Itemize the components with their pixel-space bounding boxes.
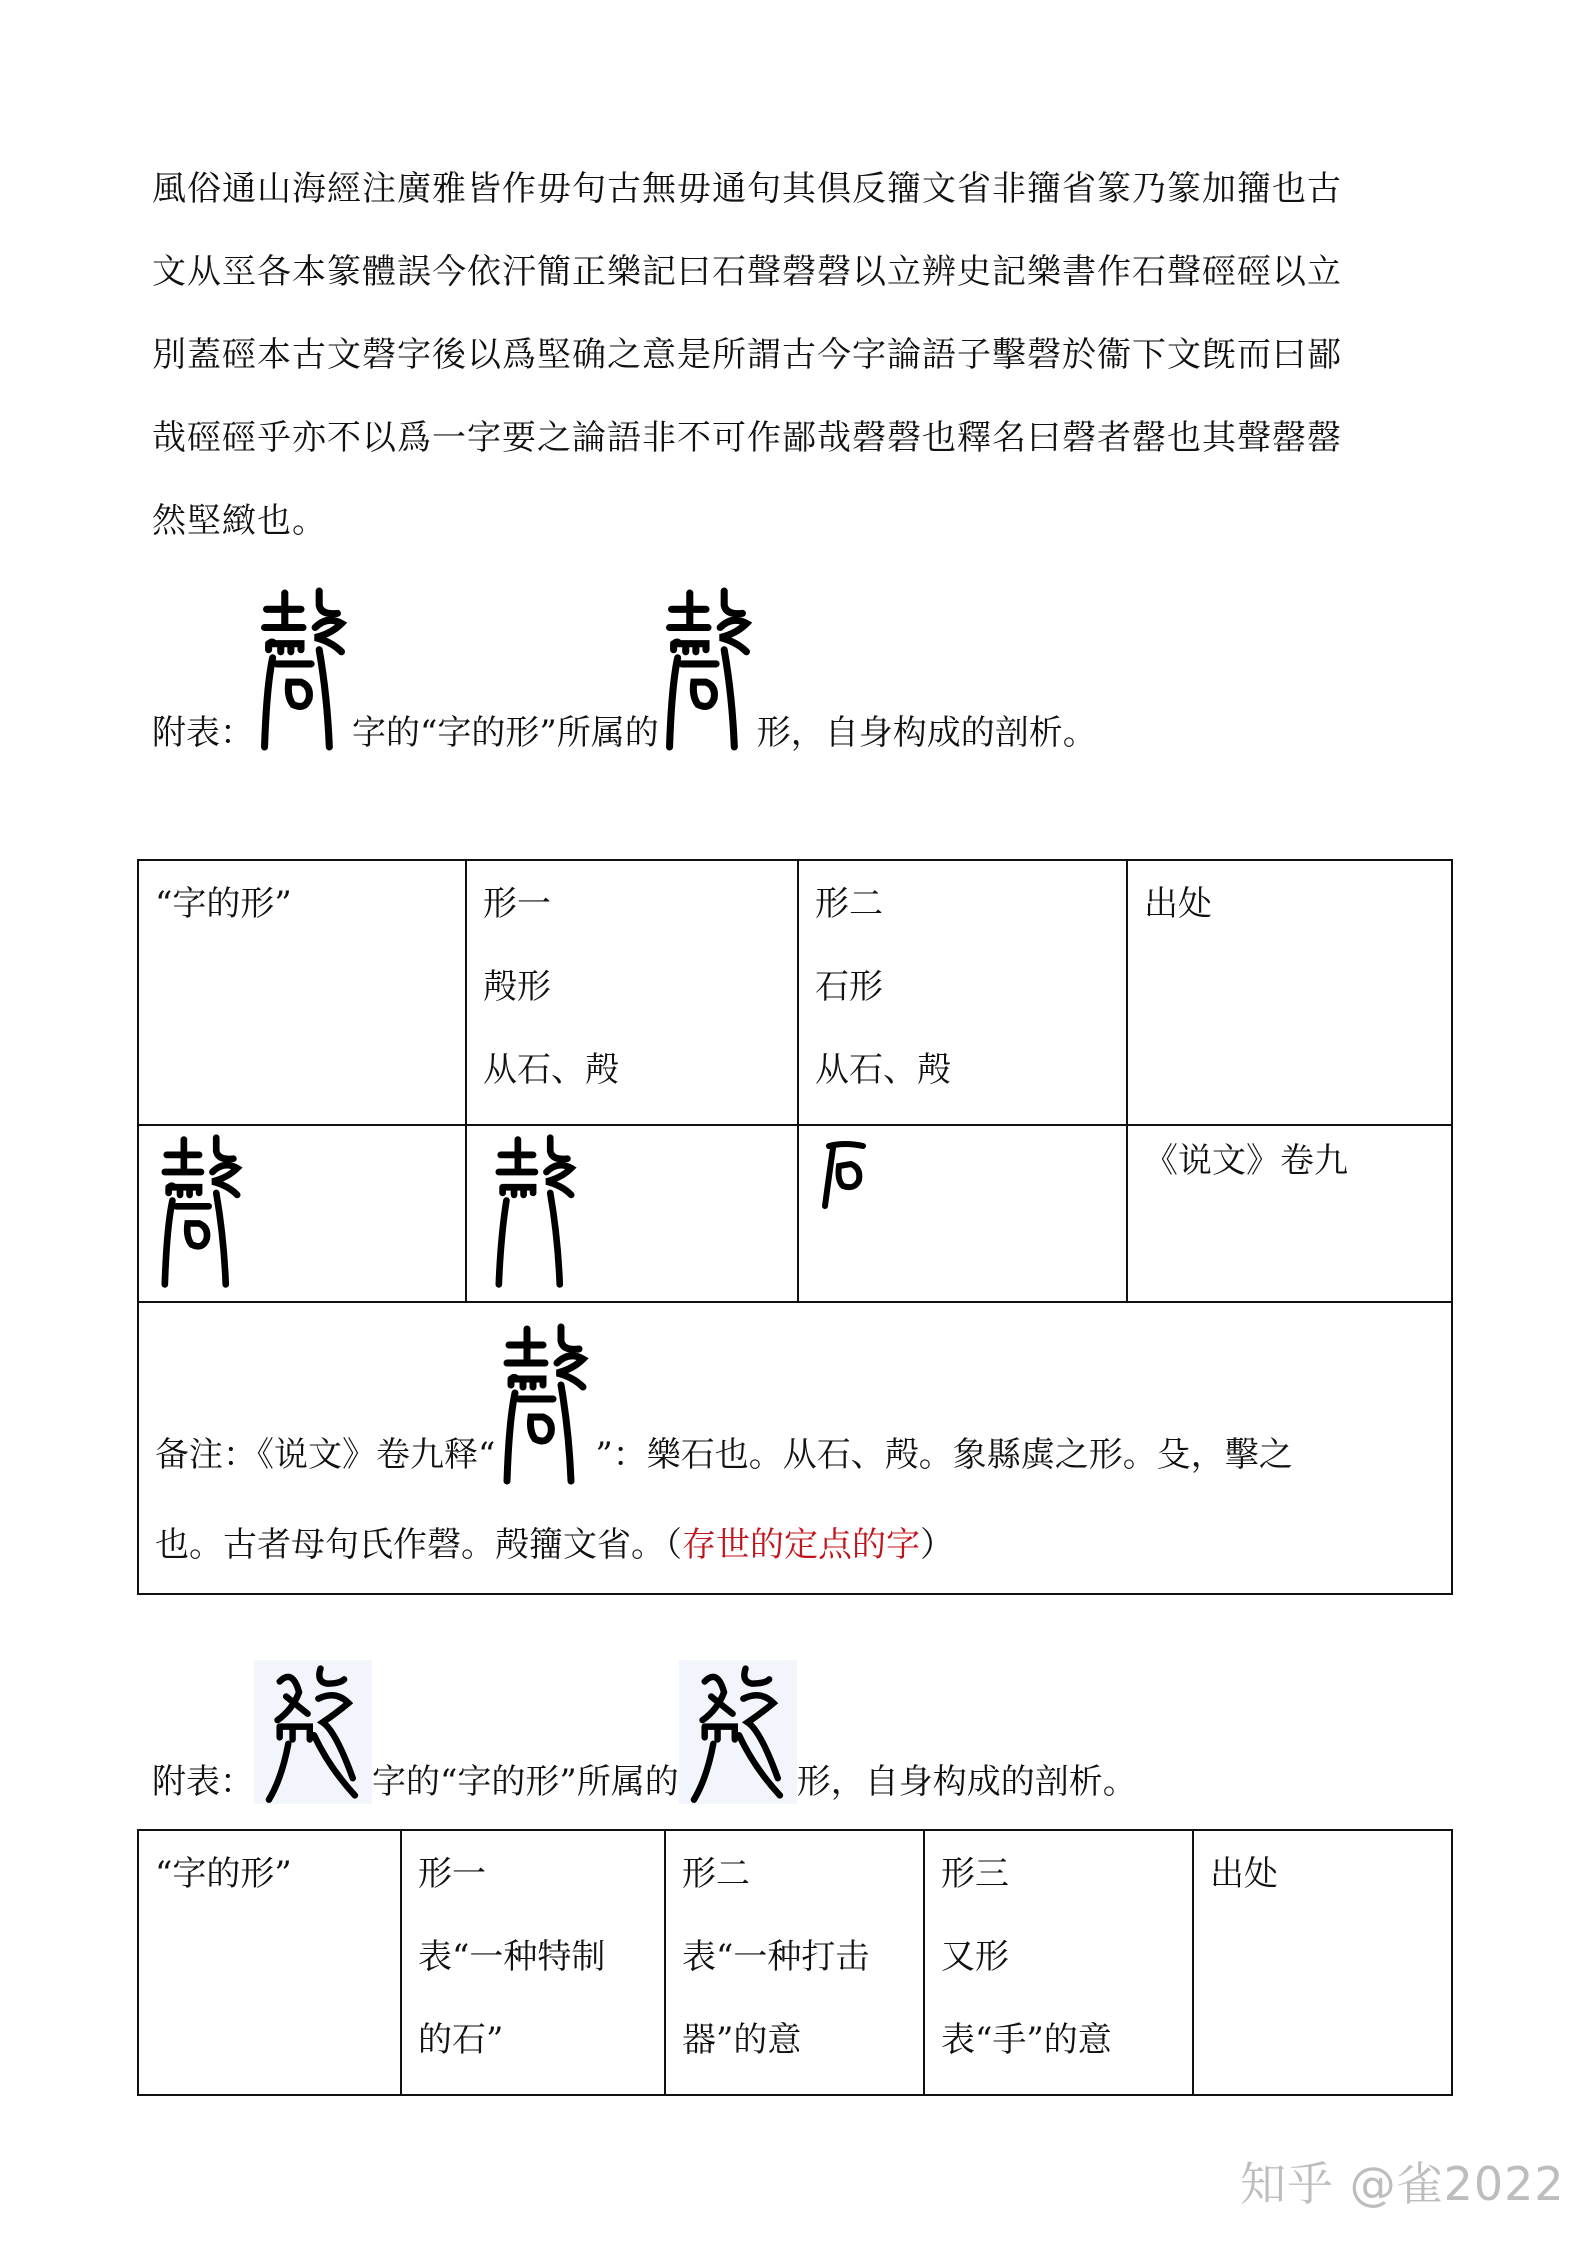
paragraph-line: 哉硜硜乎亦不以爲一字要之論語非不可作鄙哉磬磬也釋名曰磬者罄也其聲罄罄 xyxy=(152,418,1342,458)
header-label: “字的形” xyxy=(155,884,292,924)
table-cell xyxy=(466,860,798,1125)
table-cell xyxy=(665,1830,924,2095)
form-composition: 从石、殸 xyxy=(483,1050,619,1090)
form-name: 又形 xyxy=(941,1937,1009,1977)
table-glyph-row xyxy=(138,1125,1452,1302)
table-header-row xyxy=(138,860,1452,1125)
seal-qing-icon xyxy=(659,585,757,755)
paragraph-line: 風俗通山海經注廣雅皆作毋句古無毋通句其倶反籒文省非籒省篆乃篆加籒也古 xyxy=(152,169,1342,209)
form-name: 殸形 xyxy=(483,967,551,1007)
table-cell xyxy=(138,1125,466,1302)
table-cell xyxy=(1127,860,1452,1125)
paragraph-line: 文从巠各本篆體誤今依汗簡正樂記曰石聲磬磬以立辨史記樂書作石聲硜硜以立 xyxy=(152,252,1342,292)
form-title: 形二 xyxy=(815,884,883,924)
form-meaning: 表“手”的意 xyxy=(941,2020,1112,2060)
table-cell xyxy=(401,1830,665,2095)
table2-caption xyxy=(152,1660,1137,1804)
form-composition: 从石、殸 xyxy=(815,1050,951,1090)
caption-suffix: 形，自身构成的剖析。 xyxy=(796,1762,1137,1802)
source-label: 出处 xyxy=(1210,1854,1278,1894)
seal-qing-icon xyxy=(153,1132,249,1292)
caption-suffix: 形，自身构成的剖析。 xyxy=(756,713,1097,753)
table-cell xyxy=(1127,1125,1452,1302)
source-text: 《说文》卷九 xyxy=(1144,1141,1348,1181)
table-cell xyxy=(466,1125,798,1302)
caption-middle: 字的“字的形”所属的 xyxy=(352,713,659,753)
note-cell xyxy=(138,1302,1452,1594)
form-meaning: 表“一种特制 xyxy=(418,1937,606,1977)
form-meaning: 的石” xyxy=(418,2020,504,2060)
note-close: ） xyxy=(920,1525,954,1565)
analysis-table-1 xyxy=(137,859,1453,1595)
note-prefix: 备注：《说文》卷九释“ xyxy=(155,1435,496,1475)
form-title: 形一 xyxy=(483,884,551,924)
table-cell xyxy=(138,860,466,1125)
seal-qing-icon xyxy=(254,585,352,755)
seal-qing-icon xyxy=(487,1132,583,1292)
note-highlight: 存世的定点的字 xyxy=(682,1525,920,1565)
note-line-2 xyxy=(155,1525,954,1565)
paragraph-line: 然堅緻也。 xyxy=(152,501,327,541)
paragraph-line: 別蓋硜本古文磬字後以爲堅确之意是所謂古今字論語子擊磬於衞下文旣而曰鄙 xyxy=(152,335,1342,375)
seal-shi-icon xyxy=(815,1136,875,1214)
caption-prefix: 附表： xyxy=(152,1762,254,1802)
form-title: 形一 xyxy=(418,1854,486,1894)
source-label: 出处 xyxy=(1144,884,1212,924)
analysis-table-2 xyxy=(137,1829,1453,2096)
form-title: 形三 xyxy=(941,1854,1009,1894)
form-meaning: 表“一种打击 xyxy=(682,1937,870,1977)
table-cell xyxy=(798,860,1127,1125)
header-label: “字的形” xyxy=(155,1854,292,1894)
table-cell xyxy=(138,1830,401,2095)
table-cell xyxy=(924,1830,1193,2095)
table1-caption xyxy=(152,585,1097,755)
table-cell xyxy=(1193,1830,1452,2095)
form-meaning: 器”的意 xyxy=(682,2020,802,2060)
form-title: 形二 xyxy=(682,1854,750,1894)
caption-middle: 字的“字的形”所属的 xyxy=(372,1762,679,1802)
caption-prefix: 附表： xyxy=(152,713,254,753)
table-note-row xyxy=(138,1302,1452,1594)
table-header-row xyxy=(138,1830,1452,2095)
table-cell xyxy=(798,1125,1127,1302)
body-paragraph xyxy=(152,148,1442,563)
note-definition: ”：樂石也。从石、殸。象縣虡之形。殳，擊之 xyxy=(595,1435,1293,1475)
watermark: 知乎 @雀2022 xyxy=(1240,2157,1565,2211)
form-name: 石形 xyxy=(815,967,883,1007)
note-text: 也。古者母句氏作磬。殸籒文省。（ xyxy=(155,1525,682,1565)
seal-qing-variant-icon xyxy=(254,1660,372,1804)
seal-qing-variant-icon xyxy=(679,1660,797,1804)
seal-qing-icon xyxy=(495,1321,595,1489)
